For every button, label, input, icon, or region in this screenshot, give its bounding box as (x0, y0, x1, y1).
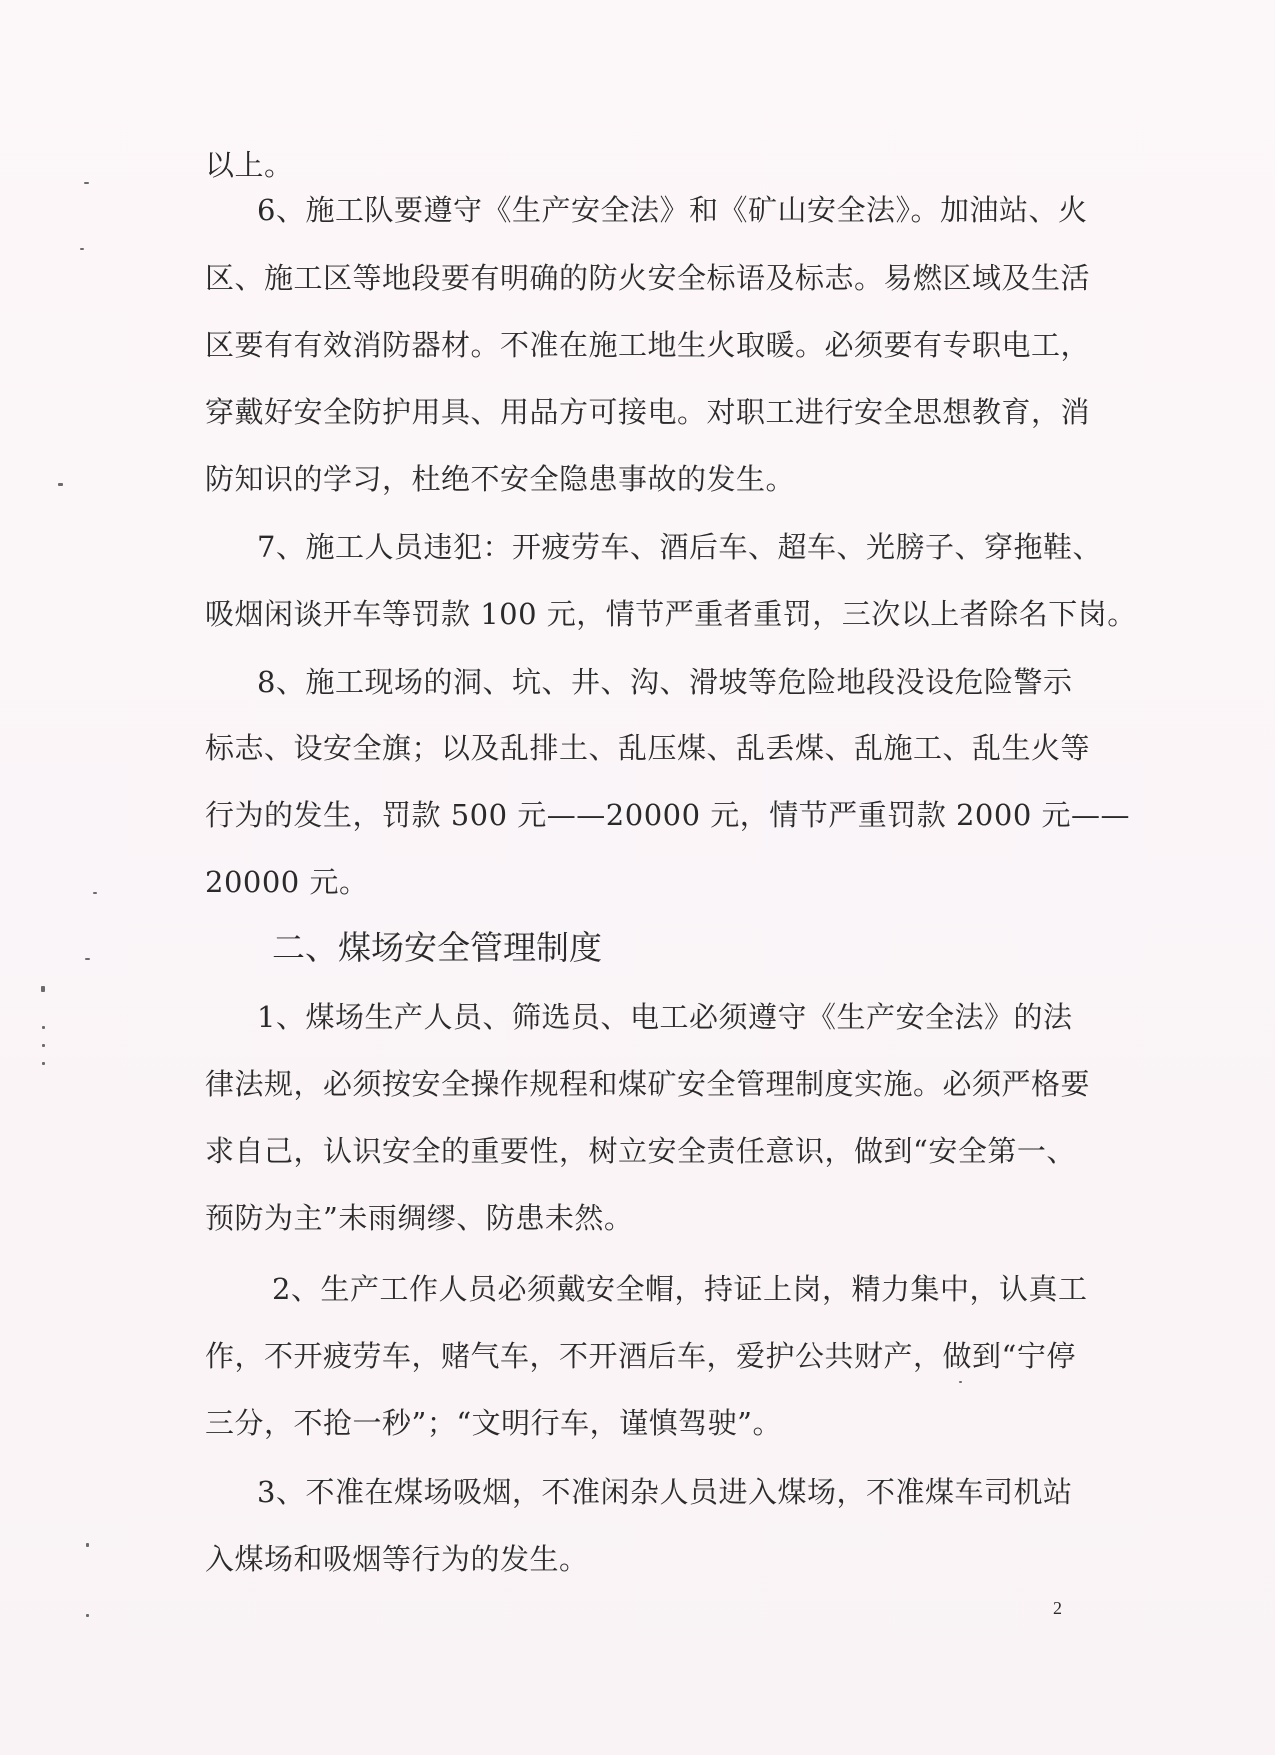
paragraph-8-line-1: 8、施工现场的洞、坑、井、沟、滑坡等危险地段没设危险警示 (257, 665, 1073, 699)
paragraph-6-line-3: 区要有有效消防器材。不准在施工地生火取暖。必须要有专职电工， (205, 328, 1091, 362)
scan-speck (58, 483, 63, 486)
section-2-paragraph-1-line-1: 1、煤场生产人员、筛选员、电工必须遵守《生产安全法》的法 (257, 1000, 1073, 1034)
section-2-paragraph-1-line-3: 求自己，认识安全的重要性，树立安全责任意识，做到“安全第一、 (205, 1134, 1076, 1168)
text-line: 以上。 (205, 148, 294, 182)
scan-speck (42, 1062, 45, 1065)
scan-speck (93, 892, 97, 894)
section-2-paragraph-3-line-2: 入煤场和吸烟等行为的发生。 (205, 1542, 589, 1576)
paragraph-6-line-1: 6、施工队要遵守《生产安全法》和《矿山安全法》。加油站、火 (257, 193, 1088, 227)
scan-speck (86, 1614, 89, 1617)
scan-speck (84, 182, 89, 184)
scan-speck (42, 1026, 45, 1029)
scan-speck (85, 958, 90, 960)
paragraph-6-line-5: 防知识的学习，杜绝不安全隐患事故的发生。 (205, 462, 796, 496)
page-number: 2 (1053, 1598, 1062, 1618)
section-heading: 二、煤场安全管理制度 (272, 928, 602, 967)
section-2-paragraph-2-line-1: 2、生产工作人员必须戴安全帽，持证上岗，精力集中，认真工 (272, 1272, 1088, 1306)
scan-speck (42, 1044, 45, 1047)
paragraph-8-line-4: 20000 元。 (205, 865, 369, 899)
section-2-paragraph-1-line-2: 律法规，必须按安全操作规程和煤矿安全管理制度实施。必须严格要 (205, 1067, 1091, 1101)
paragraph-8-line-2: 标志、设安全旗；以及乱排土、乱压煤、乱丢煤、乱施工、乱生火等 (205, 731, 1091, 765)
scan-speck (86, 1543, 89, 1547)
section-2-paragraph-2-line-2: 作，不开疲劳车，赌气车，不开酒后车，爱护公共财产，做到“宁停 (205, 1339, 1076, 1373)
section-2-paragraph-1-line-4: 预防为主”未雨绸缪、防患未然。 (205, 1201, 634, 1235)
section-2-paragraph-2-line-3: 三分，不抢一秒”；“文明行车，谨慎驾驶”。 (205, 1406, 782, 1440)
paragraph-7-line-1: 7、施工人员违犯：开疲劳车、酒后车、超车、光膀子、穿拖鞋、 (257, 530, 1102, 564)
paragraph-7-line-2: 吸烟闲谈开车等罚款 100 元，情节严重者重罚，三次以上者除名下岗。 (205, 597, 1137, 631)
scan-speck (80, 248, 84, 250)
section-2-paragraph-3-line-1: 3、不准在煤场吸烟，不准闲杂人员进入煤场，不准煤车司机站 (257, 1475, 1073, 1509)
scan-speck (41, 986, 45, 992)
paragraph-6-line-4: 穿戴好安全防护用具、用品方可接电。对职工进行安全思想教育，消 (205, 395, 1091, 429)
paragraph-8-line-3: 行为的发生，罚款 500 元——20000 元，情节严重罚款 2000 元—— (205, 798, 1131, 832)
scan-speck (959, 1381, 962, 1383)
paragraph-6-line-2: 区、施工区等地段要有明确的防火安全标语及标志。易燃区域及生活 (205, 261, 1091, 295)
